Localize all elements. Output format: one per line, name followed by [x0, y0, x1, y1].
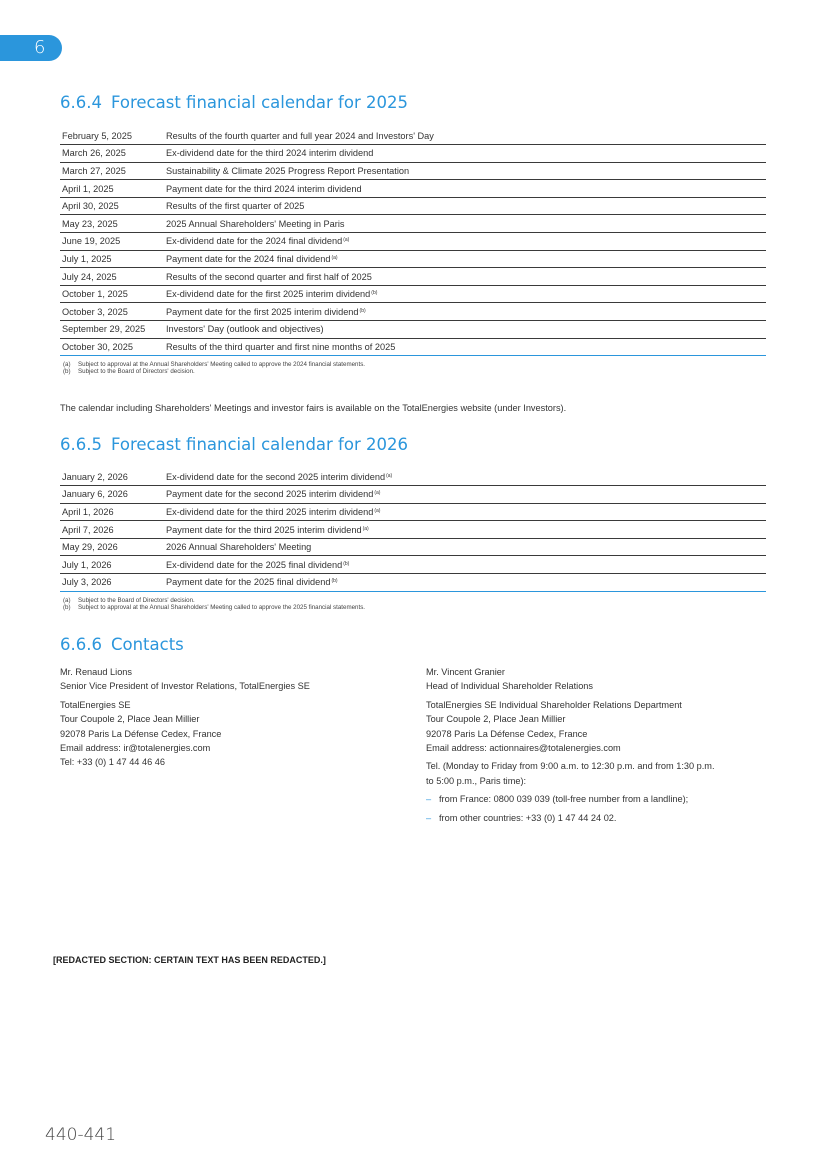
calendar-row	[60, 197, 766, 215]
contact-address-line2: 92078 Paris La Défense Cedex, France	[60, 728, 222, 739]
footnote-ref: (b)	[343, 560, 350, 567]
calendar-event	[164, 303, 766, 321]
footnote	[63, 361, 365, 368]
footnote	[63, 604, 365, 611]
calendar-row	[60, 486, 766, 504]
footnote-ref: (a)	[386, 472, 393, 479]
calendar-date: July 3, 2026	[60, 574, 164, 592]
calendar-2025-footnotes	[63, 361, 365, 376]
footnote-key: (b)	[63, 368, 71, 376]
calendar-event	[164, 162, 766, 180]
calendar-row	[60, 285, 766, 303]
calendar-event-text: 2025 Annual Shareholders' Meeting in Paris	[166, 218, 345, 229]
section-title-text: Contacts	[110, 635, 184, 654]
calendar-event	[164, 338, 766, 356]
calendar-event	[164, 486, 766, 504]
footnote-text: Subject to the Board of Directors' decision.	[78, 368, 195, 376]
calendar-event-text: Results of the second quarter and first half of 2025	[166, 271, 372, 282]
calendar-row	[60, 321, 766, 339]
calendar-row	[60, 521, 766, 539]
calendar-event-text: Results of the third quarter and first nine months of 2025	[166, 341, 396, 352]
contact-phone: Tel: +33 (0) 1 47 44 46 46	[60, 757, 165, 768]
footnote-text: Subject to approval at the Annual Shareholders' Meeting called to approve the 2025 financial statements.	[78, 604, 366, 612]
calendar-event-text: Investors' Day (outlook and objectives)	[166, 324, 324, 335]
calendar-event-text: Results of the first quarter of 2025	[166, 201, 305, 212]
section-title-text: Forecast financial calendar for 2025	[110, 93, 408, 112]
contact-hours-line1: Tel. (Monday to Friday from 9:00 a.m. to 12:30 p.m. and from 1:30 p.m.	[426, 761, 715, 772]
contact-investor-relations	[60, 665, 310, 770]
section-number: 6.6.4	[60, 93, 102, 112]
calendar-event-text: Results of the fourth quarter and full year 2024 and Investors' Day	[166, 130, 434, 141]
footnote-ref: (a)	[374, 507, 381, 514]
contact-name: Mr. Vincent Granier	[426, 667, 505, 677]
calendar-event-text: Ex-dividend date for the third 2025 interim dividend	[166, 506, 374, 517]
calendar-event	[164, 556, 766, 574]
calendar-event-text: Payment date for the 2024 final dividend	[166, 253, 331, 264]
calendar-event	[164, 233, 766, 251]
calendar-2026-table	[60, 468, 766, 592]
footnote	[63, 368, 365, 375]
contact-role: Senior Vice President of Investor Relations, TotalEnergies SE	[60, 681, 310, 692]
calendar-row	[60, 268, 766, 286]
chapter-tab: 6	[0, 35, 62, 61]
section-number: 6.6.5	[60, 435, 102, 454]
contact-company: TotalEnergies SE	[60, 699, 131, 710]
dash-bullet: –	[426, 812, 432, 823]
calendar-event	[164, 127, 766, 145]
calendar-row	[60, 556, 766, 574]
calendar-date: April 1, 2026	[60, 503, 164, 521]
phone-france-item	[426, 792, 715, 806]
footnote-key: (b)	[63, 604, 71, 612]
calendar-date: October 1, 2025	[60, 285, 164, 303]
calendar-date: September 29, 2025	[60, 321, 164, 339]
calendar-date: May 29, 2026	[60, 538, 164, 556]
footnote-text: Subject to the Board of Directors' decision.	[78, 597, 195, 604]
phone-france: from France: 0800 039 039 (toll-free number from a landline);	[439, 794, 689, 805]
section-number: 6.6.6	[60, 635, 102, 654]
calendar-date: January 2, 2026	[60, 468, 164, 486]
calendar-date: June 19, 2025	[60, 233, 164, 251]
contact-email[interactable]: Email address: ir@totalenergies.com	[60, 743, 211, 754]
calendar-event	[164, 250, 766, 268]
calendar-event	[164, 180, 766, 198]
calendar-2025-table	[60, 127, 766, 356]
calendar-event-text: Ex-dividend date for the third 2024 interim dividend	[166, 148, 374, 159]
calendar-event-text: Ex-dividend date for the 2025 final dividend	[166, 559, 343, 570]
calendar-date: May 23, 2025	[60, 215, 164, 233]
calendar-event	[164, 574, 766, 592]
calendar-event-text: Payment date for the third 2025 interim dividend	[166, 524, 362, 535]
phone-other-item	[426, 811, 715, 825]
calendar-event-text: Payment date for the second 2025 interim dividend	[166, 489, 374, 500]
calendar-note: The calendar including Shareholders' Meetings and investor fairs is available on the TotalEnergies website (under Investors).	[60, 403, 567, 413]
calendar-event	[164, 285, 766, 303]
contact-address-line1: Tour Coupole 2, Place Jean Millier	[426, 714, 566, 725]
calendar-event-text: Sustainability & Climate 2025 Progress Report Presentation	[166, 165, 410, 176]
footnote-key: (a)	[63, 361, 71, 368]
footnote-ref: (a)	[331, 254, 338, 261]
contact-company: TotalEnergies SE Individual Shareholder Relations Department	[426, 699, 682, 710]
calendar-row	[60, 145, 766, 163]
calendar-row	[60, 250, 766, 268]
calendar-event	[164, 503, 766, 521]
calendar-date: February 5, 2025	[60, 127, 164, 145]
calendar-event	[164, 321, 766, 339]
calendar-event-text: Ex-dividend date for the second 2025 interim dividend	[166, 471, 386, 482]
calendar-row	[60, 338, 766, 356]
calendar-date: January 6, 2026	[60, 486, 164, 504]
dash-bullet: –	[426, 794, 432, 805]
footnote-ref: (b)	[371, 290, 378, 297]
calendar-event-text: Payment date for the first 2025 interim dividend	[166, 306, 359, 317]
section-title-2026	[60, 435, 408, 454]
calendar-2026-footnotes	[63, 597, 365, 612]
calendar-event	[164, 521, 766, 539]
calendar-date: October 3, 2025	[60, 303, 164, 321]
calendar-row	[60, 180, 766, 198]
contact-email[interactable]: Email address: actionnaires@totalenergies.com	[426, 743, 621, 754]
calendar-date: March 27, 2025	[60, 162, 164, 180]
calendar-date: April 1, 2025	[60, 180, 164, 198]
calendar-row	[60, 468, 766, 486]
contact-shareholder-relations	[426, 665, 715, 825]
calendar-row	[60, 233, 766, 251]
calendar-row	[60, 303, 766, 321]
calendar-event	[164, 268, 766, 286]
calendar-event	[164, 215, 766, 233]
contact-role: Head of Individual Shareholder Relations	[426, 681, 594, 692]
calendar-date: March 26, 2025	[60, 145, 164, 163]
footnote-key: (a)	[63, 597, 71, 604]
calendar-date: April 30, 2025	[60, 197, 164, 215]
footnote-ref: (a)	[374, 490, 381, 497]
calendar-row	[60, 215, 766, 233]
footnote	[63, 597, 365, 604]
calendar-date: October 30, 2025	[60, 338, 164, 356]
calendar-row	[60, 503, 766, 521]
calendar-date: July 1, 2026	[60, 556, 164, 574]
calendar-row	[60, 162, 766, 180]
footnote-ref: (b)	[359, 307, 366, 314]
section-title-2025	[60, 93, 408, 112]
contact-address-line2: 92078 Paris La Défense Cedex, France	[426, 728, 588, 739]
footnote-ref: (b)	[331, 578, 338, 585]
footnote-ref: (a)	[343, 237, 350, 244]
contact-hours-line2: to 5:00 p.m., Paris time):	[426, 775, 527, 786]
calendar-event-text: Ex-dividend date for the 2024 final dividend	[166, 236, 343, 247]
contact-address-line1: Tour Coupole 2, Place Jean Millier	[60, 714, 200, 725]
calendar-row	[60, 127, 766, 145]
calendar-event-text: 2026 Annual Shareholders' Meeting	[166, 542, 312, 553]
contact-name: Mr. Renaud Lions	[60, 667, 133, 677]
calendar-event	[164, 145, 766, 163]
section-title-contacts	[60, 635, 184, 654]
redacted-notice: [REDACTED SECTION: CERTAIN TEXT HAS BEEN REDACTED.]	[53, 955, 326, 965]
calendar-date: July 1, 2025	[60, 250, 164, 268]
phone-other: from other countries: +33 (0) 1 47 44 24 02.	[439, 812, 617, 823]
calendar-event-text: Ex-dividend date for the first 2025 interim dividend	[166, 289, 371, 300]
calendar-date: April 7, 2026	[60, 521, 164, 539]
calendar-row	[60, 574, 766, 592]
calendar-event	[164, 468, 766, 486]
calendar-event	[164, 538, 766, 556]
footnote-text: Subject to approval at the Annual Shareholders' Meeting called to approve the 2024 financial statements.	[78, 361, 366, 368]
calendar-date: July 24, 2025	[60, 268, 164, 286]
section-title-text: Forecast financial calendar for 2026	[110, 435, 408, 454]
calendar-event	[164, 197, 766, 215]
calendar-event-text: Payment date for the third 2024 interim dividend	[166, 183, 362, 194]
calendar-row	[60, 538, 766, 556]
calendar-event-text: Payment date for the 2025 final dividend	[166, 577, 331, 588]
page-number: 440-441	[45, 1125, 117, 1145]
footnote-ref: (a)	[362, 525, 369, 532]
